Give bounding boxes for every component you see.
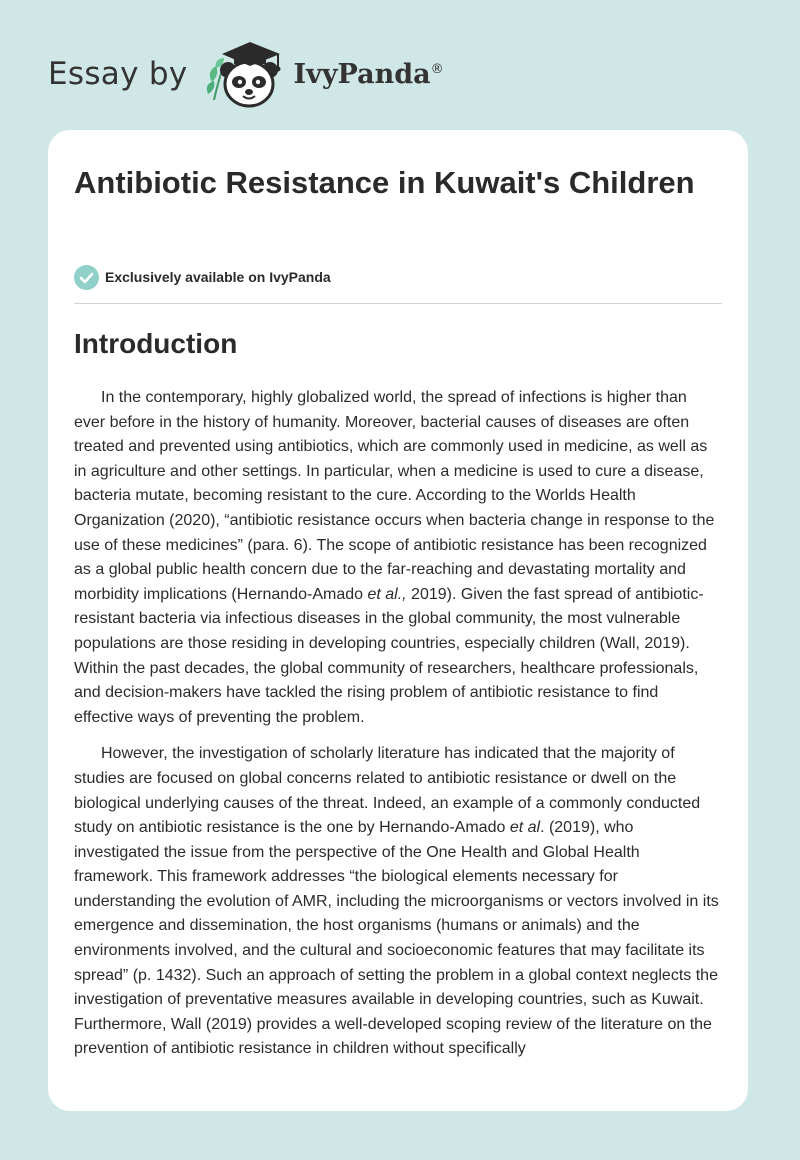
italic-text: et al., bbox=[367, 585, 407, 603]
text-run: 2019). Given the fast spread of antibiotic-resistant bacteria via infectious diseases in the global community, the most vulnerable populations are those residing in developing countries, especially children (Wall, 2019). Within the past decades, the global community of researchers, healthcare professionals, and decision-makers have tackled the rising problem of antibiotic resistance to find effective ways of preventing the problem. bbox=[74, 585, 704, 726]
text-run: However, the investigation of scholarly literature has indicated that the majority of studies are focused on global concerns related to antibiotic resistance or dwell on the biological underlying causes of the threat. Indeed, an example of a commonly conducted study on antibiotic resistance is the one by Hernando-Amado bbox=[74, 745, 701, 837]
panda-graduation-cap-icon bbox=[202, 38, 290, 110]
essay-card bbox=[48, 130, 748, 1111]
exclusive-badge bbox=[74, 264, 331, 290]
italic-text: et al bbox=[509, 819, 541, 837]
brand-prefix: Essay by bbox=[48, 55, 188, 92]
paragraph bbox=[74, 386, 722, 730]
page-title: Antibiotic Resistance in Kuwait's Children bbox=[74, 165, 695, 200]
divider bbox=[74, 303, 722, 304]
check-badge-icon bbox=[74, 265, 99, 290]
exclusive-label: Exclusively available on IvyPanda bbox=[105, 269, 331, 285]
text-run: . (2019), who investigated the issue from the perspective of the One Health and Global Health framework. This framework addresses “the biological elements necessary for understanding the evolution of AMR, including the microorganisms or vectors involved in its emergence and dissemination, the host organisms (humans or animals) and the environments involved, and the cultural and socioeconomic features that may facilitate its spread” (p. 1432). Such an approach of setting the problem in a global context neglects the investigation of preventative measures available in developing countries, such as Kuwait. Furthermore, Wall (2019) provides a well-developed scoping review of the literature on the prevention of antibiotic resistance in children without specifically bbox=[74, 819, 719, 1058]
text-run: In the contemporary, highly globalized world, the spread of infections is higher than ever before in the history of humanity. Moreover, bacterial causes of diseases are often treated and prevented using antibiotics, which are commonly used in medicine, as well as in agriculture and other settings. In particular, when a medicine is used to cure a disease, bacteria mutate, becoming resistant to the cure. According to the Worlds Health Organization (2020), “antibiotic resistance occurs when bacteria change in response to the use of these medicines” (para. 6). The scope of antibiotic resistance has been recognized as a global public health concern due to the far-reaching and devastating mortality and morbidity implications (Hernando-Amado bbox=[74, 389, 715, 603]
brand-header bbox=[48, 38, 444, 110]
brand-name-text: IvyPanda bbox=[293, 58, 431, 90]
section-heading: Introduction bbox=[74, 328, 238, 359]
paragraph bbox=[74, 742, 722, 1062]
registered-mark: ® bbox=[430, 61, 444, 77]
brand-name bbox=[293, 58, 444, 90]
essay-body bbox=[74, 386, 722, 1062]
